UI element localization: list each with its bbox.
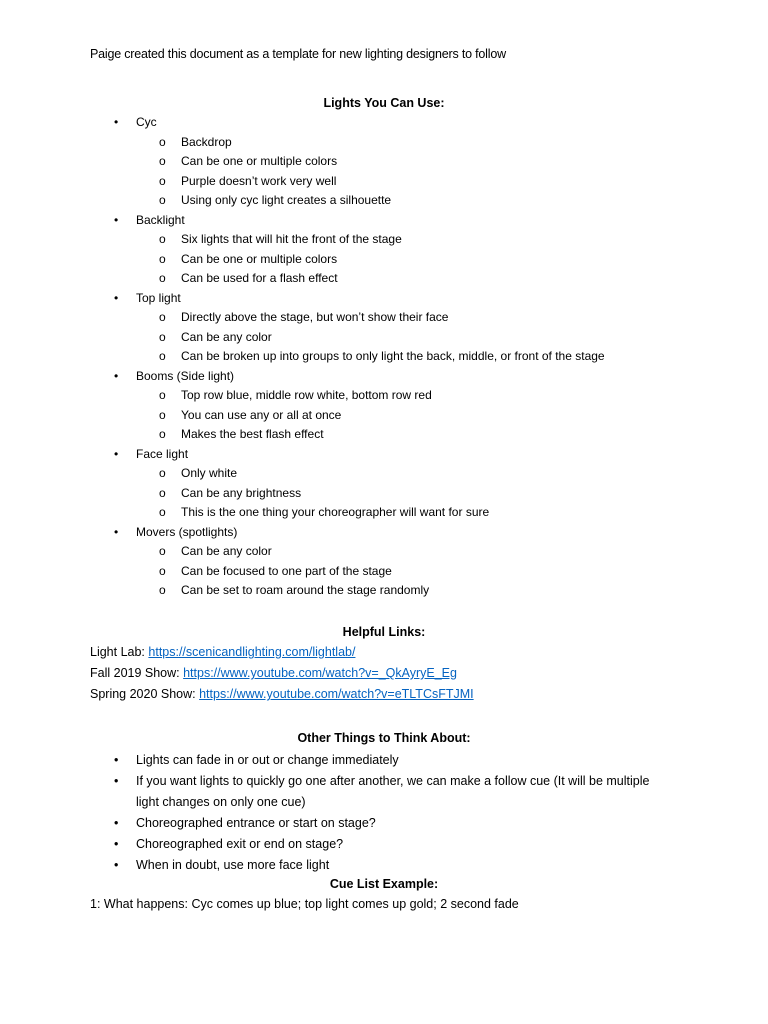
sub-bullet-icon: o [159, 349, 166, 363]
light-detail [159, 484, 768, 504]
light-item-backlight [0, 211, 768, 289]
other-things-list [0, 750, 768, 876]
light-detail [159, 152, 768, 172]
light-detail-text: Can be one or multiple colors [181, 251, 338, 266]
sub-bullet-icon: o [159, 173, 166, 188]
sub-bullet-icon: o [159, 310, 166, 324]
light-label: Movers (spotlights) [136, 524, 238, 539]
light-detail [159, 308, 768, 328]
sub-bullet-icon: o [159, 563, 166, 578]
light-detail-text: Can be any color [181, 329, 272, 344]
sub-bullet-icon: o [159, 427, 166, 441]
light-label: Cyc [136, 115, 157, 129]
sub-bullet-icon: o [159, 251, 166, 266]
light-detail [159, 562, 768, 582]
list-item [0, 771, 768, 813]
sub-bullet-icon: o [159, 193, 166, 207]
sub-bullet-icon: o [159, 485, 166, 500]
bullet-icon: • [114, 524, 119, 539]
light-detail [159, 406, 768, 426]
links-heading: Helpful Links: [342, 625, 426, 639]
bullet-icon: • [114, 816, 119, 830]
light-detail-text: Can be used for a flash effect [181, 271, 338, 285]
light-detail-text: Directly above the stage, but won’t show their face [181, 310, 449, 324]
fall-2019-show-link[interactable]: https://www.youtube.com/watch?v=_QkAyryE_Eg [183, 666, 457, 680]
cue-example: 1: What happens: Cyc comes up blue; top light comes up gold; 2 second fade [90, 897, 519, 911]
light-label: Backlight [136, 212, 185, 227]
list-item-text: If you want lights to quickly go one after another, we can make a follow cue (It will be multiple light changes on only one cue) [136, 774, 650, 809]
light-detail [159, 269, 768, 289]
list-item-text: When in doubt, use more face light [136, 858, 330, 872]
link-line-light-lab [90, 645, 355, 659]
light-detail-text: Can be any color [181, 544, 272, 558]
sub-bullet-icon: o [159, 388, 166, 402]
light-item-booms [0, 367, 768, 445]
sub-bullet-icon: o [159, 583, 166, 597]
light-label: Booms (Side light) [136, 368, 235, 383]
bullet-icon: • [114, 753, 119, 767]
bullet-icon: • [114, 115, 119, 129]
light-detail [159, 581, 768, 601]
bullet-icon: • [114, 837, 119, 851]
link-line-fall-2019 [90, 666, 457, 680]
cue-heading: Cue List Example: [329, 877, 439, 891]
light-detail-text: Can be any brightness [181, 485, 302, 500]
light-item-movers [0, 523, 768, 601]
bullet-icon: • [114, 774, 119, 788]
light-detail-text: Can be focused to one part of the stage [181, 563, 392, 578]
light-detail-text: Can be set to roam around the stage randomly [181, 583, 430, 597]
link-label: Spring 2020 Show: [90, 687, 200, 701]
light-detail [159, 133, 768, 153]
light-detail-text: Makes the best flash effect [181, 427, 324, 441]
lights-heading: Lights You Can Use: [323, 96, 445, 110]
list-item [0, 834, 768, 855]
light-detail-text: You can use any or all at once [181, 407, 342, 422]
bullet-icon: • [114, 290, 119, 305]
light-detail [159, 250, 768, 270]
light-lab-link[interactable]: https://scenicandlighting.com/lightlab/ [148, 645, 356, 659]
list-item [0, 855, 768, 876]
light-detail [159, 464, 768, 484]
light-detail-text: Six lights that will hit the front of the stage [181, 232, 402, 246]
light-detail [159, 328, 768, 348]
light-detail [159, 347, 768, 367]
list-item [0, 813, 768, 834]
light-label: Top light [136, 290, 181, 305]
list-item [0, 750, 768, 771]
light-item-cyc [0, 113, 768, 211]
other-heading: Other Things to Think About: [297, 731, 471, 745]
list-item-text: Choreographed entrance or start on stage? [136, 816, 376, 830]
light-detail-text: Purple doesn’t work very well [181, 173, 337, 188]
lights-list [0, 113, 768, 601]
link-label: Light Lab: [90, 645, 149, 659]
light-detail-text: Using only cyc light creates a silhouette [181, 193, 392, 207]
light-item-face-light [0, 445, 768, 523]
sub-bullet-icon: o [159, 544, 166, 558]
light-detail [159, 386, 768, 406]
sub-bullet-icon: o [159, 329, 166, 344]
list-item-text: Choreographed exit or end on stage? [136, 837, 344, 851]
bullet-icon: • [114, 858, 119, 872]
light-detail-text: Can be one or multiple colors [181, 154, 338, 168]
sub-bullet-icon: o [159, 407, 166, 422]
sub-bullet-icon: o [159, 271, 166, 285]
light-detail [159, 191, 768, 211]
link-line-spring-2020 [90, 687, 474, 701]
sub-bullet-icon: o [159, 466, 166, 480]
list-item-text: Lights can fade in or out or change immediately [136, 753, 399, 767]
bullet-icon: • [114, 446, 119, 461]
light-detail-text: This is the one thing your choreographer will want for sure [181, 505, 490, 519]
light-item-top-light [0, 289, 768, 367]
sub-bullet-icon: o [159, 232, 166, 246]
light-label: Face light [136, 446, 189, 461]
intro-text: Paige created this document as a template for new lighting designers to follow [90, 47, 506, 61]
light-detail [159, 230, 768, 250]
sub-bullet-icon: o [159, 505, 166, 519]
sub-bullet-icon: o [159, 134, 166, 149]
bullet-icon: • [114, 212, 119, 227]
light-detail-text: Backdrop [181, 134, 232, 149]
light-detail [159, 425, 768, 445]
light-detail [159, 503, 768, 523]
light-detail [159, 542, 768, 562]
light-detail-text: Can be broken up into groups to only light the back, middle, or front of the stage [181, 349, 605, 363]
bullet-icon: • [114, 368, 119, 383]
light-detail-text: Only white [181, 466, 238, 480]
spring-2020-show-link[interactable]: https://www.youtube.com/watch?v=eTLTCsFTJMI [199, 687, 474, 701]
light-detail-text: Top row blue, middle row white, bottom row red [181, 388, 432, 402]
light-detail [159, 172, 768, 192]
sub-bullet-icon: o [159, 154, 166, 168]
link-label: Fall 2019 Show: [90, 666, 184, 680]
